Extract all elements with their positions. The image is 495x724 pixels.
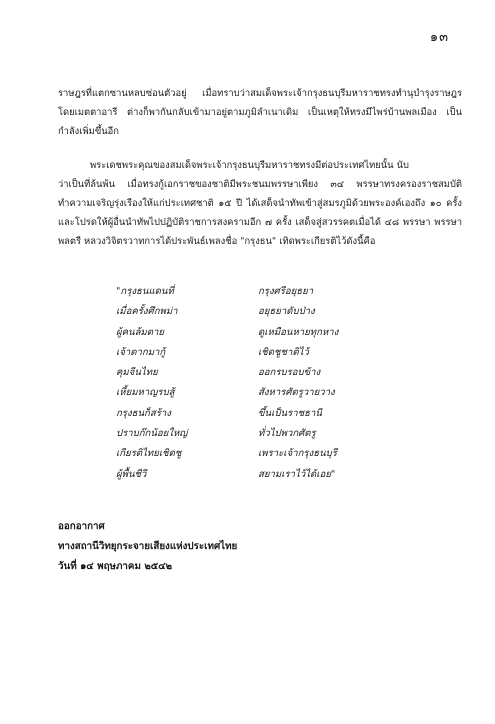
poem-line-right: สังหารศัตรูวายวาง xyxy=(258,387,335,399)
poem-line xyxy=(116,282,416,302)
broadcast-date: วันที่ ๑๔ พฤษภาคม ๒๕๔๒ xyxy=(58,561,173,572)
poem-line xyxy=(116,302,416,322)
poem-line-left: "กรุงธนแดนที่ xyxy=(116,286,174,297)
poem-line-left: เกียรติไทยเชิดชู xyxy=(116,448,182,460)
paragraph-2-body: ว่าเป็นที่ล้นพ้น เมื่อทรงกู้เอกราชของชาติมีพระชนมพรรษาเพียง ๓๔ พรรษาทรงครองราชสมบัติทำความเจริญรุ่งเรืองให้แก่ประเทศชาติ ๑๕ ปี ได้เสด็จนำทัพเข้าสู่สมรภูมิด้วยพระองค์เองถึง ๑๐ ครั้ง และโปรดให้ผู้อื่นนำทัพไปปฏิบัติราชการสงครามอีก ๗ ครั้ง เสด็จสู่สวรรคตเมื่อได้ ๔๘ พรรษา พรรษา พลตรี หลวงวิจิตรวาทการได้ประพันธ์เพลงชื่อ "กรุงธน" เทิดพระเกียรติไว้ดังนี้คือ xyxy=(58,179,462,247)
poem-line xyxy=(116,323,416,343)
poem-line-right: กรุงศรีอยุธยา xyxy=(258,286,314,297)
poem-line-right: สยามเราไว้ได้เอย" xyxy=(258,468,336,480)
poem-line-left: เมื่อครั้งศึกพม่า xyxy=(116,306,178,318)
broadcast-station: ทางสถานีวิทยุกระจายเสียงแห่งประเทศไทย xyxy=(58,541,238,552)
poem-line-right: เพราะเจ้ากรุงธนบุรี xyxy=(258,448,337,460)
broadcast-label: ออกอากาศ xyxy=(58,521,105,532)
poem-line-right: ทั่วไปพวกศัตรู xyxy=(258,428,316,440)
page-number: ๑๓ xyxy=(429,30,449,45)
paragraph-2-first-line: พระเดชพระคุณของสมเด็จพระเจ้ากรุงธนบุรีมหาราชทรงมีต่อประเทศไทยนั้น นับ xyxy=(90,160,409,171)
poem-line xyxy=(116,465,416,485)
poem-line xyxy=(116,404,416,424)
poem-line-left: ปราบก๊กน้อยใหญ่ xyxy=(116,428,188,440)
poem-line-left: ผู้พื้นชีวี xyxy=(116,468,147,480)
poem-line-left: เจ้าตากมากู้ xyxy=(116,346,166,358)
poem-line xyxy=(116,363,416,383)
paragraph-1: ราษฎรที่แตกซานหลบซ่อนตัวอยู่ เมื่อทราบว่าสมเด็จพระเจ้ากรุงธนบุรีมหาราชทรงทำนุบำรุงราษฎรโดยเมตตาอารี ต่างก็พากันกลับเข้ามาอยู่ตามภูมิลำเนาเดิม เป็นเหตุให้ทรงมีไพร่บ้านพลเมือง เป็นกำลังเพิ่มขึ้นอีก xyxy=(58,88,462,137)
poem-line-right: ขึ้นเป็นราชธานี xyxy=(258,407,322,419)
poem-line-left: ผู้คนล้มตาย xyxy=(116,326,165,338)
broadcast-note xyxy=(58,517,237,577)
poem-line xyxy=(116,444,416,464)
poem xyxy=(116,282,416,485)
poem-line xyxy=(116,343,416,363)
poem-line-left: คุมจีนไทย xyxy=(116,367,158,379)
poem-line-left: กรุงธนก็สร้าง xyxy=(116,407,171,419)
poem-line-left: เหี้ยมหาญรบสู้ xyxy=(116,387,175,399)
poem-line-right: อยุธยาดับป่าง xyxy=(258,306,315,318)
poem-line-right: เชิดชูชาติไว้ xyxy=(258,346,309,358)
poem-line xyxy=(116,383,416,403)
poem-line-right: ออกรบรอบข้าง xyxy=(258,367,321,379)
poem-line-right: ดูเหมือนหายทุกหาง xyxy=(258,326,339,338)
paragraph-2 xyxy=(58,156,462,251)
poem-line xyxy=(116,424,416,444)
